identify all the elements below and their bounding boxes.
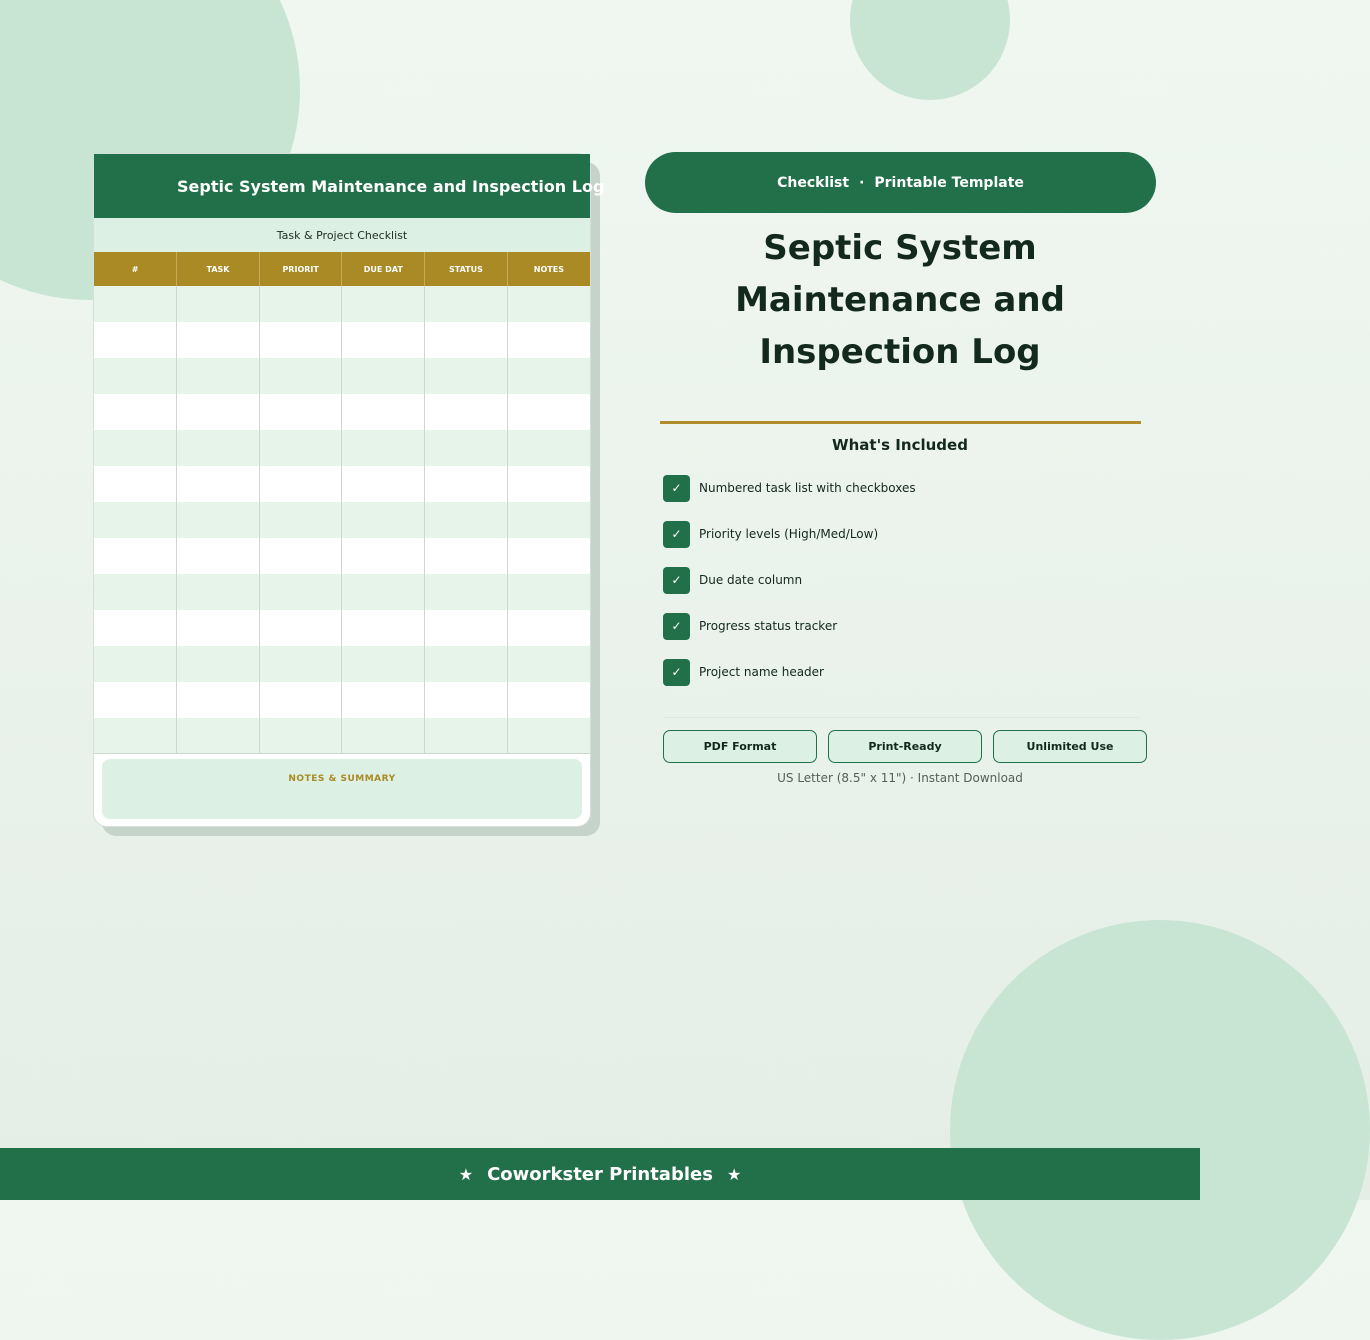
table-row: [94, 466, 590, 502]
table-cell: [94, 394, 177, 430]
table-row: [94, 682, 590, 718]
checklist-document-preview: [93, 153, 605, 827]
table-cell: [177, 430, 260, 466]
table-cell: [342, 646, 425, 682]
table-cell: [94, 322, 177, 358]
table-cell: [94, 610, 177, 646]
table-cell: [177, 610, 260, 646]
table-cell: [342, 682, 425, 718]
table-cell: [507, 502, 590, 538]
format-info: US Letter (8.5" x 11") · Instant Download: [777, 771, 1023, 785]
table-cell: [259, 718, 342, 754]
table-row: [94, 502, 590, 538]
table-cell: [94, 574, 177, 610]
table-cell: [259, 358, 342, 394]
notes-summary-box: [102, 759, 582, 819]
check-icon: ✓: [663, 521, 690, 548]
table-cell: [507, 394, 590, 430]
divider: [663, 717, 1139, 718]
table-cell: [425, 538, 508, 574]
decorative-circle: [950, 920, 1370, 1340]
table-cell: [94, 466, 177, 502]
feature-item: [663, 612, 837, 640]
document-header: [94, 154, 605, 218]
table-cell: [507, 682, 590, 718]
check-icon: ✓: [663, 475, 690, 502]
document-subtitle: Task & Project Checklist: [94, 218, 590, 252]
check-icon: ✓: [663, 613, 690, 640]
table-cell: [259, 430, 342, 466]
pill-category: Checklist: [777, 174, 850, 191]
column-header-priority: PRIORIT: [259, 252, 342, 286]
feature-item: [663, 566, 802, 594]
star-icon: ★: [458, 1164, 474, 1184]
table-cell: [177, 538, 260, 574]
table-cell: [342, 394, 425, 430]
table-cell: [507, 574, 590, 610]
table-cell: [259, 322, 342, 358]
table-cell: [425, 574, 508, 610]
badge-print-ready: Print-Ready: [828, 730, 982, 763]
table-cell: [342, 466, 425, 502]
table-cell: [94, 286, 177, 322]
table-cell: [177, 574, 260, 610]
badge-pdf-format: PDF Format: [663, 730, 817, 763]
notes-summary-label: NOTES & SUMMARY: [288, 774, 396, 784]
table-cell: [259, 574, 342, 610]
feature-item: [663, 520, 878, 548]
table-cell: [259, 502, 342, 538]
table-cell: [177, 322, 260, 358]
table-cell: [94, 430, 177, 466]
product-title: Septic System Maintenance and Inspection Log: [735, 228, 1065, 372]
table-cell: [177, 358, 260, 394]
table-cell: [177, 286, 260, 322]
divider: [94, 753, 590, 754]
table-cell: [425, 322, 508, 358]
table-cell: [342, 286, 425, 322]
pill-type: Printable Template: [874, 174, 1024, 191]
feature-label: Due date column: [699, 573, 803, 587]
table-cell: [425, 286, 508, 322]
table-cell: [177, 502, 260, 538]
table-cell: [425, 466, 508, 502]
table-cell: [94, 502, 177, 538]
feature-label: Project name header: [699, 665, 824, 679]
feature-label: Priority levels (High/Med/Low): [699, 527, 879, 541]
table-cell: [342, 718, 425, 754]
table-row: [94, 394, 590, 430]
decorative-circle: [850, 0, 1010, 100]
column-header-notes: NOTES: [507, 252, 590, 286]
table-cell: [425, 718, 508, 754]
whats-included-heading: What's Included: [832, 436, 968, 454]
table-cell: [259, 682, 342, 718]
table-row: [94, 538, 590, 574]
check-icon: ✓: [663, 567, 690, 594]
gold-divider: [660, 421, 1141, 424]
category-pill: [645, 152, 1156, 213]
table-cell: [342, 538, 425, 574]
footer-bar: [0, 1148, 1200, 1200]
table-cell: [425, 646, 508, 682]
table-cell: [507, 430, 590, 466]
table-cell: [507, 358, 590, 394]
table-cell: [425, 682, 508, 718]
feature-item: [663, 474, 916, 502]
table-cell: [507, 286, 590, 322]
table-cell: [177, 718, 260, 754]
table-cell: [342, 358, 425, 394]
feature-item: [663, 658, 824, 686]
table-row: [94, 646, 590, 682]
feature-label: Numbered task list with checkboxes: [699, 481, 916, 495]
star-icon: ★: [726, 1164, 742, 1184]
table-cell: [259, 466, 342, 502]
badge-unlimited-use: Unlimited Use: [993, 730, 1147, 763]
table-cell: [507, 646, 590, 682]
table-cell: [342, 430, 425, 466]
table-cell: [507, 322, 590, 358]
column-header-status: STATUS: [425, 252, 508, 286]
table-cell: [259, 286, 342, 322]
table-cell: [507, 718, 590, 754]
table-cell: [425, 394, 508, 430]
table-cell: [425, 502, 508, 538]
column-header-number: #: [94, 252, 177, 286]
table-cell: [342, 574, 425, 610]
table-cell: [94, 682, 177, 718]
table-cell: [94, 718, 177, 754]
table-header-row: [94, 252, 590, 286]
check-icon: ✓: [663, 659, 690, 686]
document-title: Septic System Maintenance and Inspection Log: [177, 176, 605, 196]
feature-label: Progress status tracker: [699, 619, 838, 633]
table-row: [94, 286, 590, 322]
table-cell: [507, 610, 590, 646]
table-row: [94, 718, 590, 754]
table-cell: [425, 358, 508, 394]
table-cell: [177, 394, 260, 430]
table-cell: [342, 610, 425, 646]
table-cell: [94, 646, 177, 682]
pill-separator: ·: [859, 174, 865, 191]
table-cell: [425, 610, 508, 646]
table-cell: [342, 502, 425, 538]
column-header-task: TASK: [177, 252, 260, 286]
checklist-table: [94, 252, 590, 754]
table-cell: [177, 682, 260, 718]
table-cell: [259, 610, 342, 646]
table-cell: [177, 466, 260, 502]
table-row: [94, 430, 590, 466]
table-row: [94, 610, 590, 646]
table-cell: [507, 466, 590, 502]
table-cell: [507, 538, 590, 574]
table-cell: [177, 646, 260, 682]
table-cell: [259, 394, 342, 430]
table-row: [94, 574, 590, 610]
table-row: [94, 358, 590, 394]
table-cell: [259, 646, 342, 682]
table-cell: [94, 358, 177, 394]
table-cell: [94, 538, 177, 574]
table-cell: [425, 430, 508, 466]
table-cell: [342, 322, 425, 358]
column-header-due-date: DUE DAT: [342, 252, 425, 286]
table-row: [94, 322, 590, 358]
brand-name: Coworkster Printables: [487, 1163, 713, 1185]
table-cell: [259, 538, 342, 574]
